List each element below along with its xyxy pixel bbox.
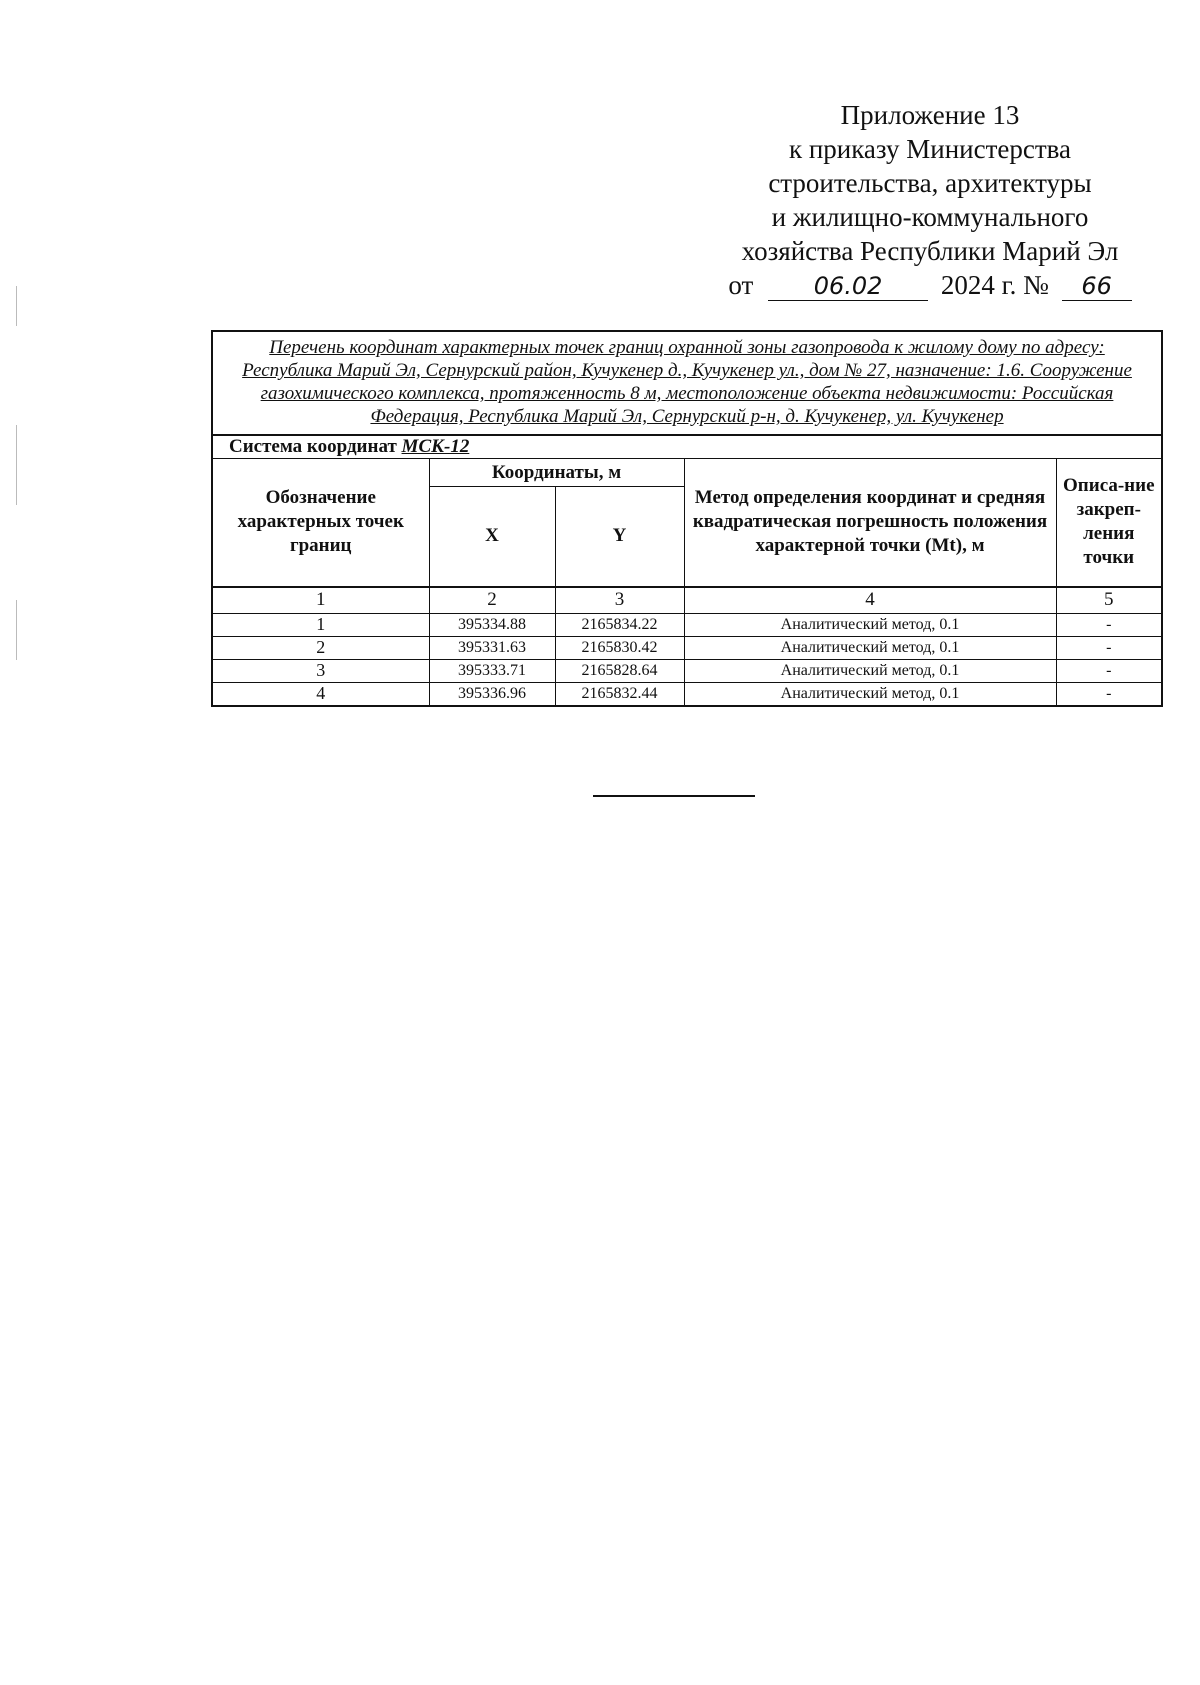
x-value: 395336.96 [429,682,555,706]
method-value: Аналитический метод, 0.1 [684,682,1056,706]
description-value: - [1056,636,1162,659]
point-number: 4 [212,682,429,706]
description-value: - [1056,659,1162,682]
method-value: Аналитический метод, 0.1 [684,636,1056,659]
column-number: 1 [212,587,429,614]
header-designation: Обозначение характерных точек границ [212,459,429,587]
description-value: - [1056,682,1162,706]
x-value: 395334.88 [429,613,555,636]
ministry-line-2: и жилищно-коммунального [771,202,1089,232]
ministry-line-1: строительства, архитектуры [768,168,1092,198]
y-value: 2165832.44 [555,682,684,706]
date-prefix: от [728,270,754,300]
order-reference-line: к приказу Министерства [788,134,1072,164]
table-caption: Перечень координат характерных точек границ охранной зоны газопровода к жилому дому по адресу: Республика Марий Эл, Сернурский район, Кучукенер д., Кучукенер ул., дом № 27, назначение: 1.6. Сооружение газохимического комплекса, протяженность 8 м, местоположение объекта недвижимости: Российская Федерация, Республика Марий Эл, Сернурский р-н, д. Кучукенер, ул. Кучукенер [212,331,1162,435]
closing-rule [593,795,755,797]
description-value: - [1056,613,1162,636]
x-value: 395331.63 [429,636,555,659]
appendix-header [700,98,1160,302]
point-number: 1 [212,613,429,636]
y-value: 2165834.22 [555,613,684,636]
appendix-title: Приложение 13 [840,100,1020,130]
column-number: 4 [684,587,1056,614]
header-description: Описа-ние закреп-ления точки [1056,459,1162,587]
table-row [212,613,1162,636]
table-row [212,659,1162,682]
x-value: 395333.71 [429,659,555,682]
point-number: 3 [212,659,429,682]
header-method: Метод определения координат и средняя квадратическая погрешность положения характерной точки (Mt), м [684,459,1056,587]
header-y: Y [555,487,684,587]
column-number: 2 [429,587,555,614]
handwritten-date: 06.02 [768,272,928,301]
column-number-row [212,587,1162,614]
coordinate-system-row [212,435,1162,459]
column-number: 3 [555,587,684,614]
table-row [212,636,1162,659]
header-coordinates: Координаты, м [429,459,684,487]
point-number: 2 [212,636,429,659]
coordinate-system-value: МСК-12 [401,436,470,457]
scan-margin-mark [16,425,17,505]
y-value: 2165830.42 [555,636,684,659]
table-row [212,682,1162,706]
handwritten-order-number: 66 [1062,272,1132,301]
order-date-line [700,268,1160,302]
coordinate-system-label: Система координат [229,436,397,457]
method-value: Аналитический метод, 0.1 [684,613,1056,636]
order-year-text: 2024 г. № [940,270,1049,300]
column-number: 5 [1056,587,1162,614]
coordinates-table [211,330,1163,707]
header-x: X [429,487,555,587]
scan-margin-mark [16,286,17,326]
scan-margin-mark [16,600,17,660]
ministry-line-3: хозяйства Республики Марий Эл [741,236,1119,266]
method-value: Аналитический метод, 0.1 [684,659,1056,682]
y-value: 2165828.64 [555,659,684,682]
